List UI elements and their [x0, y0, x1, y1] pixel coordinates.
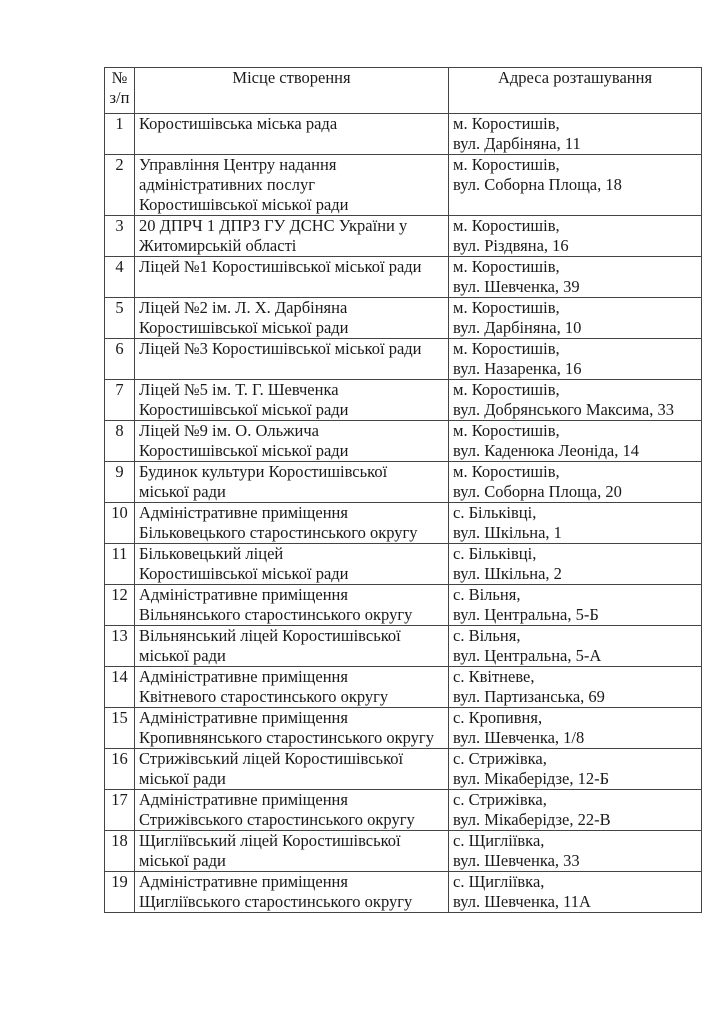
- place-cell: [135, 462, 449, 503]
- address-cell: [449, 544, 702, 585]
- address-cell: [449, 872, 702, 913]
- address-text-line: с. Більківці,: [453, 503, 537, 522]
- header-number: [105, 68, 135, 114]
- address-text-line: с. Щигліївка,: [453, 872, 545, 891]
- place-text-line: Коростишівська міська рада: [139, 114, 338, 133]
- address-text-line: м. Коростишів,: [453, 155, 560, 174]
- place-cell: [135, 544, 449, 585]
- place-text-line: Коростишівської міської ради: [139, 318, 349, 337]
- address-cell: [449, 708, 702, 749]
- row-number: 4: [105, 257, 135, 298]
- address-cell: [449, 114, 702, 155]
- row-number: 17: [105, 790, 135, 831]
- address-text-line: вул. Шевченка, 11А: [453, 892, 591, 911]
- place-cell: [135, 585, 449, 626]
- place-text-line: міської ради: [139, 646, 226, 665]
- row-number: 3: [105, 216, 135, 257]
- place-text-line: Адміністративне приміщення: [139, 708, 348, 727]
- address-text-line: с. Стрижівка,: [453, 749, 547, 768]
- row-number: 16: [105, 749, 135, 790]
- table-body: [105, 114, 702, 913]
- address-cell: [449, 790, 702, 831]
- address-text-line: вул. Шевченка, 39: [453, 277, 580, 296]
- place-cell: [135, 114, 449, 155]
- table-row: [105, 626, 702, 667]
- row-number: 14: [105, 667, 135, 708]
- place-text-line: Щигліївського старостинського округу: [139, 892, 413, 911]
- place-text-line: Ліцей №3 Коростишівської міської ради: [139, 339, 422, 358]
- address-text-line: вул. Партизанська, 69: [453, 687, 605, 706]
- place-text-line: адміністративних послуг: [139, 175, 315, 194]
- row-number: 1: [105, 114, 135, 155]
- address-text-line: вул. Дарбіняна, 11: [453, 134, 581, 153]
- header-address: Адреса розташування: [449, 68, 702, 114]
- place-text-line: Вільнянського старостинського округу: [139, 605, 413, 624]
- table-row: [105, 790, 702, 831]
- address-text-line: с. Щигліївка,: [453, 831, 545, 850]
- address-cell: [449, 380, 702, 421]
- address-text-line: с. Вільня,: [453, 585, 521, 604]
- place-cell: [135, 708, 449, 749]
- row-number: 18: [105, 831, 135, 872]
- place-text-line: Коростишівської міської ради: [139, 195, 349, 214]
- place-text-line: Більковецький ліцей: [139, 544, 284, 563]
- place-cell: [135, 667, 449, 708]
- address-cell: [449, 216, 702, 257]
- table-row: [105, 585, 702, 626]
- address-cell: [449, 667, 702, 708]
- table-row: [105, 749, 702, 790]
- place-text-line: Квітневого старостинського округу: [139, 687, 389, 706]
- place-text-line: Ліцей №5 ім. Т. Г. Шевченка: [139, 380, 339, 399]
- header-place: Місце створення: [135, 68, 449, 114]
- place-text-line: міської ради: [139, 482, 226, 501]
- address-text-line: с. Більківці,: [453, 544, 537, 563]
- place-text-line: Адміністративне приміщення: [139, 872, 348, 891]
- place-cell: [135, 503, 449, 544]
- place-cell: [135, 380, 449, 421]
- place-text-line: Житомирській області: [139, 236, 297, 255]
- address-text-line: вул. Добрянського Максима, 33: [453, 400, 674, 419]
- address-text-line: с. Вільня,: [453, 626, 521, 645]
- address-text-line: вул. Шкільна, 1: [453, 523, 562, 542]
- row-number: 2: [105, 155, 135, 216]
- address-text-line: вул. Шевченка, 1/8: [453, 728, 585, 747]
- address-text-line: вул. Назаренка, 16: [453, 359, 582, 378]
- place-text-line: Ліцей №2 ім. Л. Х. Дарбіняна: [139, 298, 348, 317]
- address-text-line: с. Квітневе,: [453, 667, 535, 686]
- table-row: [105, 544, 702, 585]
- address-cell: [449, 503, 702, 544]
- place-text-line: Стрижівського старостинського округу: [139, 810, 415, 829]
- address-text-line: вул. Центральна, 5-Б: [453, 605, 599, 624]
- table-row: [105, 831, 702, 872]
- row-number: 19: [105, 872, 135, 913]
- place-cell: [135, 421, 449, 462]
- row-number: 9: [105, 462, 135, 503]
- table-row: [105, 421, 702, 462]
- row-number: 13: [105, 626, 135, 667]
- address-cell: [449, 749, 702, 790]
- address-text-line: вул. Дарбіняна, 10: [453, 318, 582, 337]
- address-text-line: вул. Соборна Площа, 18: [453, 175, 622, 194]
- address-text-line: вул. Шевченка, 33: [453, 851, 580, 870]
- place-cell: [135, 155, 449, 216]
- place-text-line: Кропивнянського старостинського округу: [139, 728, 434, 747]
- address-cell: [449, 257, 702, 298]
- address-text-line: м. Коростишів,: [453, 257, 560, 276]
- address-cell: [449, 298, 702, 339]
- place-text-line: Коростишівської міської ради: [139, 564, 349, 583]
- place-cell: [135, 298, 449, 339]
- place-text-line: Більковецького старостинського округу: [139, 523, 418, 542]
- table-row: [105, 503, 702, 544]
- place-text-line: Стрижівський ліцей Коростишівської: [139, 749, 404, 768]
- place-cell: [135, 790, 449, 831]
- address-text-line: м. Коростишів,: [453, 339, 560, 358]
- address-text-line: м. Коростишів,: [453, 421, 560, 440]
- table-row: [105, 155, 702, 216]
- address-text-line: вул. Соборна Площа, 20: [453, 482, 622, 501]
- row-number: 10: [105, 503, 135, 544]
- table-header: [105, 68, 702, 114]
- address-cell: [449, 339, 702, 380]
- table-row: [105, 114, 702, 155]
- place-text-line: Ліцей №9 ім. О. Ольжича: [139, 421, 319, 440]
- address-text-line: м. Коростишів,: [453, 462, 560, 481]
- address-cell: [449, 626, 702, 667]
- place-cell: [135, 831, 449, 872]
- address-text-line: м. Коростишів,: [453, 216, 560, 235]
- row-number: 7: [105, 380, 135, 421]
- place-text-line: Управління Центру надання: [139, 155, 337, 174]
- address-cell: [449, 585, 702, 626]
- address-text-line: м. Коростишів,: [453, 298, 560, 317]
- address-cell: [449, 421, 702, 462]
- address-text-line: вул. Мікаберідзе, 12-Б: [453, 769, 610, 788]
- address-text-line: вул. Центральна, 5-А: [453, 646, 602, 665]
- place-text-line: Коростишівської міської ради: [139, 441, 349, 460]
- address-text-line: м. Коростишів,: [453, 114, 560, 133]
- locations-table: [104, 67, 702, 913]
- row-number: 5: [105, 298, 135, 339]
- place-cell: [135, 626, 449, 667]
- place-text-line: Ліцей №1 Коростишівської міської ради: [139, 257, 422, 276]
- address-text-line: с. Кропивня,: [453, 708, 543, 727]
- address-text-line: вул. Шкільна, 2: [453, 564, 562, 583]
- table-row: [105, 298, 702, 339]
- table-row: [105, 708, 702, 749]
- address-cell: [449, 155, 702, 216]
- place-text-line: Коростишівської міської ради: [139, 400, 349, 419]
- header-number-symbol: №: [111, 68, 128, 87]
- place-text-line: Адміністративне приміщення: [139, 667, 348, 686]
- place-text-line: міської ради: [139, 769, 226, 788]
- table-row: [105, 380, 702, 421]
- address-cell: [449, 831, 702, 872]
- row-number: 12: [105, 585, 135, 626]
- table-row: [105, 339, 702, 380]
- place-text-line: 20 ДПРЧ 1 ДПРЗ ГУ ДСНС України у: [139, 216, 408, 235]
- place-text-line: Будинок культури Коростишівської: [139, 462, 388, 481]
- place-text-line: Вільнянський ліцей Коростишівської: [139, 626, 401, 645]
- address-text-line: м. Коростишів,: [453, 380, 560, 399]
- table-row: [105, 216, 702, 257]
- address-text-line: вул. Мікаберідзе, 22-В: [453, 810, 611, 829]
- place-cell: [135, 339, 449, 380]
- row-number: 8: [105, 421, 135, 462]
- place-cell: [135, 257, 449, 298]
- place-text-line: Щигліївський ліцей Коростишівської: [139, 831, 401, 850]
- place-text-line: Адміністративне приміщення: [139, 503, 348, 522]
- row-number: 6: [105, 339, 135, 380]
- table-row: [105, 257, 702, 298]
- table-row: [105, 872, 702, 913]
- address-cell: [449, 462, 702, 503]
- table-row: [105, 462, 702, 503]
- place-cell: [135, 749, 449, 790]
- place-text-line: Адміністративне приміщення: [139, 790, 348, 809]
- place-cell: [135, 216, 449, 257]
- place-cell: [135, 872, 449, 913]
- address-text-line: с. Стрижівка,: [453, 790, 547, 809]
- table-row: [105, 667, 702, 708]
- address-text-line: вул. Каденюка Леоніда, 14: [453, 441, 639, 460]
- row-number: 11: [105, 544, 135, 585]
- place-text-line: Адміністративне приміщення: [139, 585, 348, 604]
- row-number: 15: [105, 708, 135, 749]
- place-text-line: міської ради: [139, 851, 226, 870]
- header-number-abbr: з/п: [109, 88, 130, 107]
- address-text-line: вул. Різдвяна, 16: [453, 236, 569, 255]
